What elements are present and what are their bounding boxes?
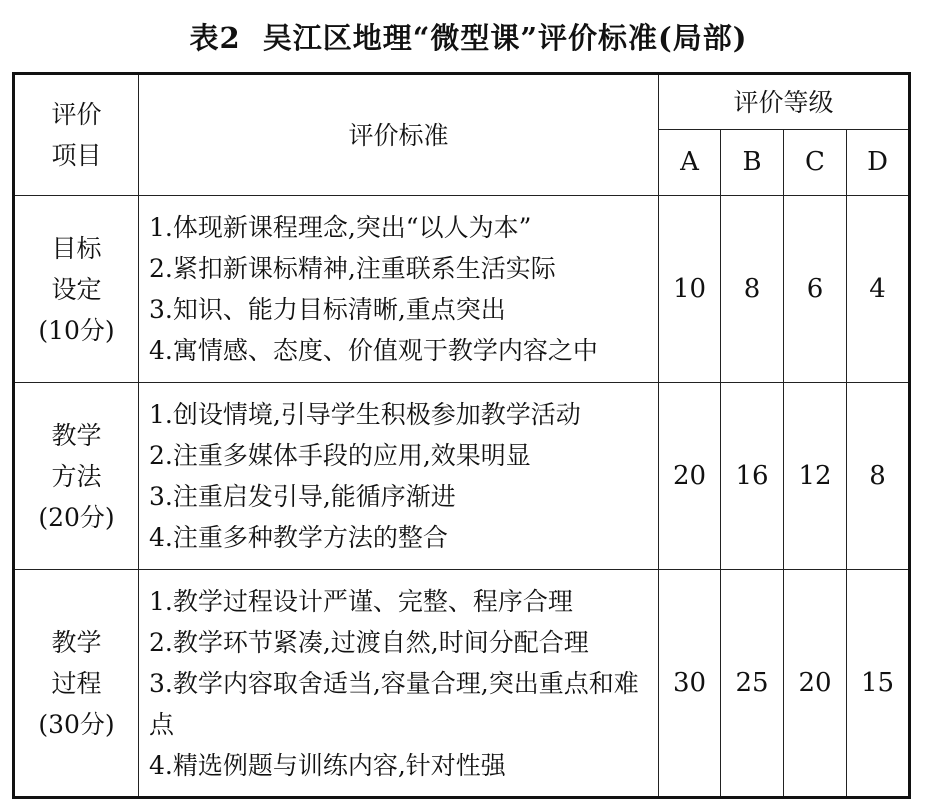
table-row xyxy=(14,196,910,383)
row-item-line: 设定 xyxy=(51,274,102,304)
row-criteria-cell xyxy=(139,383,659,570)
criteria-item: 3.知识、能力目标清晰,重点突出 xyxy=(149,295,506,324)
row-item-line: 过程 xyxy=(51,668,102,698)
header-item-cell xyxy=(14,74,139,196)
row-item-cell xyxy=(14,383,139,570)
score-a: 20 xyxy=(659,383,721,570)
score-b: 16 xyxy=(721,383,784,570)
criteria-item: 1.创设情境,引导学生积极参加教学活动 xyxy=(149,400,581,429)
row-item-cell xyxy=(14,196,139,383)
score-b: 25 xyxy=(721,570,784,798)
row-item-line: 方法 xyxy=(51,461,102,491)
criteria-item: 1.体现新课程理念,突出“以人为本” xyxy=(149,213,532,242)
score-d: 8 xyxy=(847,383,910,570)
score-d: 15 xyxy=(847,570,910,798)
row-item-line: (30分) xyxy=(38,709,115,739)
score-a: 10 xyxy=(659,196,721,383)
grade-header-c: C xyxy=(784,130,847,196)
criteria-item: 4.注重多种教学方法的整合 xyxy=(149,523,448,552)
criteria-item: 2.教学环节紧凑,过渡自然,时间分配合理 xyxy=(149,627,589,657)
criteria-item: 3.教学内容取舍适当,容量合理,突出重点和难点 xyxy=(149,668,639,739)
evaluation-table xyxy=(12,72,911,799)
row-item-line: 教学 xyxy=(51,627,102,657)
criteria-item: 4.精选例题与训练内容,针对性强 xyxy=(149,750,506,780)
criteria-item: 3.注重启发引导,能循序渐进 xyxy=(149,482,456,511)
row-criteria-cell xyxy=(139,570,659,798)
criteria-item: 4.寓情感、态度、价值观于教学内容之中 xyxy=(149,336,598,365)
header-row-1 xyxy=(14,74,910,130)
score-c: 6 xyxy=(784,196,847,383)
row-criteria-cell xyxy=(139,196,659,383)
table-number: 表2 xyxy=(189,21,241,55)
row-item-line: 教学 xyxy=(51,420,102,450)
row-item-line: 目标 xyxy=(51,233,102,263)
grade-header-b: B xyxy=(721,130,784,196)
score-d: 4 xyxy=(847,196,910,383)
score-a: 30 xyxy=(659,570,721,798)
score-c: 12 xyxy=(784,383,847,570)
grade-header-d: D xyxy=(847,130,910,196)
row-item-cell xyxy=(14,570,139,798)
criteria-item: 2.紧扣新课标精神,注重联系生活实际 xyxy=(149,254,556,283)
criteria-item: 1.教学过程设计严谨、完整、程序合理 xyxy=(149,586,573,616)
header-criteria-cell: 评价标准 xyxy=(139,74,659,196)
table-caption xyxy=(0,18,937,58)
criteria-item: 2.注重多媒体手段的应用,效果明显 xyxy=(149,441,531,470)
row-item-line: (10分) xyxy=(38,315,115,345)
grade-header-a: A xyxy=(659,130,721,196)
table-title: 吴江区地理“微型课”评价标准(局部) xyxy=(262,21,748,55)
table-row xyxy=(14,383,910,570)
row-item-line: (20分) xyxy=(38,502,115,532)
header-item-line: 评价 xyxy=(51,100,102,129)
header-item-line: 项目 xyxy=(51,141,102,170)
score-c: 20 xyxy=(784,570,847,798)
table-row xyxy=(14,570,910,798)
header-grade-group: 评价等级 xyxy=(659,74,910,130)
score-b: 8 xyxy=(721,196,784,383)
